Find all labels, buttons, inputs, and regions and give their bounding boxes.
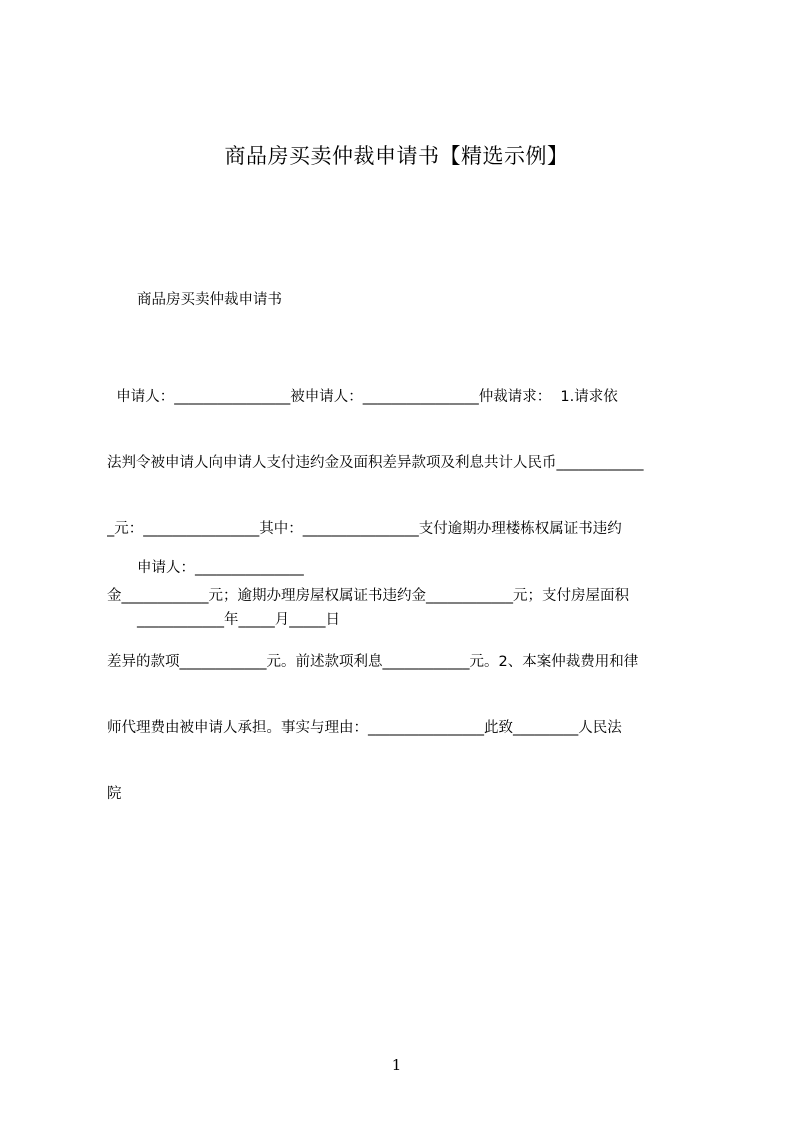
body-line: 法判令被申请人向申请人支付违约金及面积差异款项及利息共计人民币____________ [107, 455, 644, 472]
body-line: 院 [107, 786, 122, 803]
body-line: 师代理费由被申请人承担。事实与理由：________________此致_________人民法 [107, 719, 622, 736]
body-line: 差异的款项____________元。前述款项利息____________元。2、本案仲裁费用和律 [107, 653, 639, 670]
body-line: 金____________元；逾期办理房屋权属证书违约金____________元；支付房屋面积 [107, 587, 629, 604]
page-number: 1 [391, 1056, 402, 1074]
date-line: ____________年_____月_____日 [137, 612, 340, 628]
signature-line: 申请人：_______________ [137, 560, 304, 576]
document-body [107, 344, 697, 827]
document-subtitle: 商品房买卖仲裁申请书 [137, 292, 282, 308]
body-line: _元：________________其中：________________支付逾期办理楼栋权属证书违约 [107, 521, 622, 538]
body-line: 申请人：________________被申请人：________________仲裁请求： 1.请求依 [107, 389, 618, 405]
document-title: 商品房买卖仲裁申请书【精选示例】 [224, 144, 569, 168]
